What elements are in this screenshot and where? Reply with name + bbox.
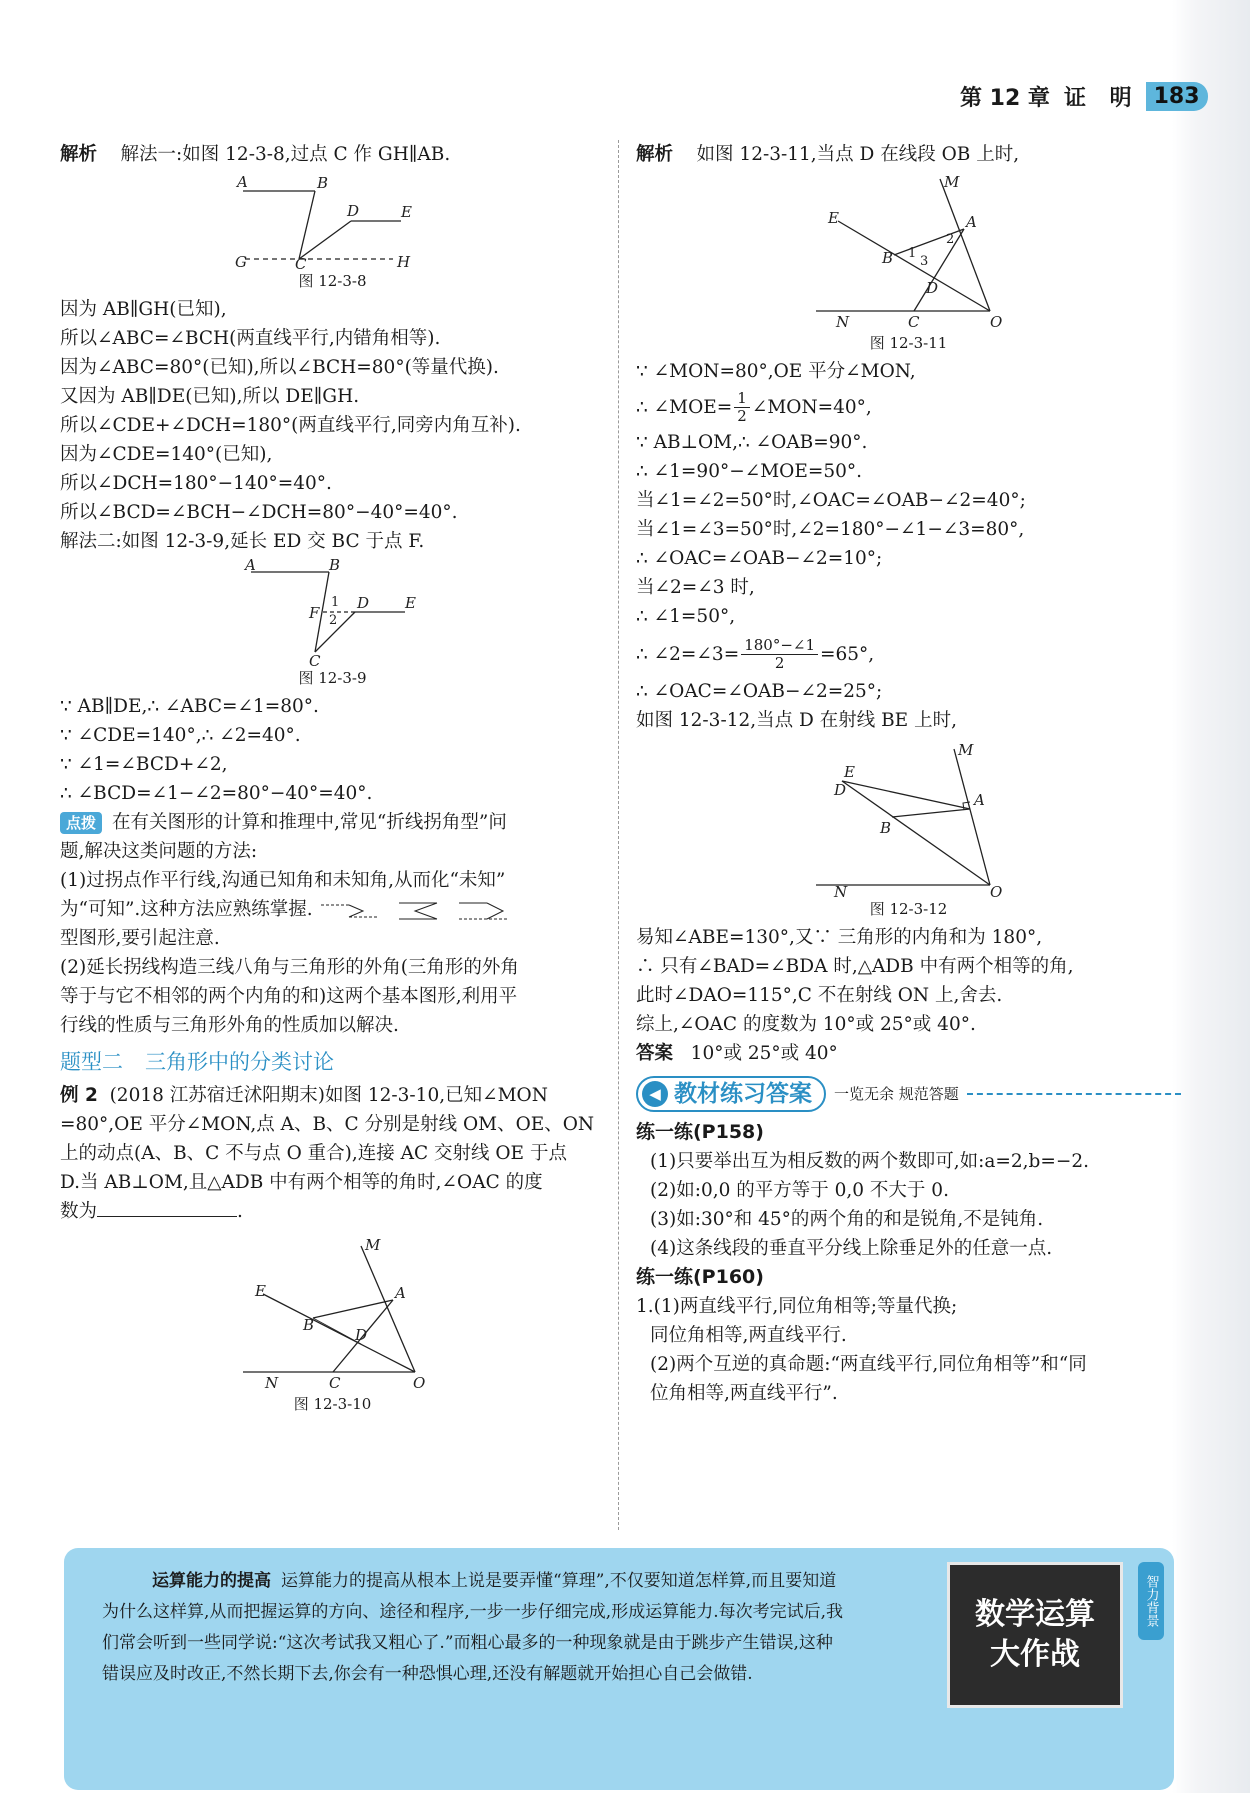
label-M: M	[957, 741, 973, 759]
denominator: 2	[737, 406, 747, 425]
text-line: ∵ ∠CDE=140°,∴ ∠2=40°.	[60, 725, 301, 746]
tip-line	[60, 808, 605, 837]
practice-item: (2)如:0,0 的平方等于 0,0 不大于 0.	[650, 1180, 949, 1201]
text-line: ∴ ∠OAC=∠OAB−∠2=25°;	[636, 681, 883, 702]
practice-item: 位角相等,两直线平行”.	[650, 1383, 838, 1404]
jiexi-label: 解析	[636, 144, 674, 165]
text-line: D.当 AB⊥OM,且△ADB 中有两个相等的角时,∠OAC 的度	[60, 1172, 543, 1193]
text-line: 因为∠CDE=140°(已知),	[60, 444, 273, 465]
text-line: 型图形,要引起注意.	[60, 928, 220, 949]
label-C: C	[907, 313, 919, 331]
label-O: O	[989, 883, 1002, 899]
banner-title: 教材练习答案	[674, 1080, 812, 1107]
label-D: D	[356, 594, 369, 612]
text-line: 所以∠BCD=∠BCH−∠DCH=80°−40°=40°.	[60, 502, 458, 523]
label-D: D	[354, 1326, 367, 1344]
page-header	[960, 76, 1208, 116]
text-line: 所以∠ABC=∠BCH(两直线平行,内错角相等).	[60, 328, 441, 349]
figure-12-3-8	[233, 171, 433, 271]
label-E: E	[404, 594, 416, 612]
footer-line: 错误应及时改正,不然长期下去,你会有一种恐惧心理,还没有解题就开始担心自己会做错.	[102, 1664, 753, 1684]
label-A: A	[236, 173, 248, 191]
angle-2: 2	[328, 613, 337, 628]
text-line: 因为 AB∥GH(已知),	[60, 299, 227, 320]
math-battle-badge	[947, 1562, 1123, 1708]
figure-12-3-11	[804, 171, 1014, 333]
text-part: =65°,	[820, 643, 875, 665]
label-N: N	[264, 1374, 278, 1392]
fraction-line	[636, 631, 1181, 677]
tip-badge: 点拨	[60, 812, 102, 834]
right-column	[636, 140, 1181, 1408]
text-line: 因为∠ABC=80°(已知),所以∠BCH=80°(等量代换).	[60, 357, 499, 378]
label-A: A	[394, 1284, 406, 1302]
footer-title: 运算能力的提高	[152, 1571, 271, 1591]
text-line: ∴ ∠BCD=∠1−∠2=80°−40°=40°.	[60, 783, 373, 804]
text-line: 又因为 AB∥DE(已知),所以 DE∥GH.	[60, 386, 360, 407]
figure-caption: 图 12-3-8	[298, 272, 367, 290]
label-C: C	[294, 255, 306, 271]
page-edge	[1172, 0, 1250, 1793]
label-E: E	[827, 209, 839, 227]
text-line: 解法二:如图 12-3-9,延长 ED 交 BC 于点 F.	[60, 531, 425, 552]
practice-item: 1.(1)两直线平行,同位角相等;等量代换;	[636, 1296, 958, 1317]
text-line: 此时∠DAO=115°,C 不在射线 ON 上,舍去.	[636, 985, 1003, 1006]
fraction	[734, 390, 750, 425]
figure-12-3-9	[233, 558, 433, 668]
text-line: 行线的性质与三角形外角的性质加以解决.	[60, 1015, 399, 1036]
practice-item: 同位角相等,两直线平行.	[650, 1325, 847, 1346]
footer-text-part: 运算能力的提高从根本上说是要弄懂“算理”,不仅要知道怎样算,而且要知道	[281, 1571, 837, 1591]
figure-caption: 图 12-3-11	[869, 334, 948, 352]
answer-blank-line: 数为 .	[60, 1197, 605, 1226]
answer-blank	[97, 1198, 237, 1217]
chapter-label: 第 12 章	[960, 85, 1050, 111]
badge-line-2: 大作战	[990, 1637, 1080, 1672]
angle-1: 1	[907, 246, 916, 261]
tip-shapes-line	[60, 895, 605, 924]
fraction	[741, 637, 818, 672]
text-line: 当∠2=∠3 时,	[636, 577, 755, 598]
footer-line: 们常会听到一些同学说:“这次考试我又粗心了.”而粗心最多的一种现象就是由于跳步产生错误,这种	[102, 1633, 833, 1653]
text-line: (2)延长拐线构造三线八角与三角形的外角(三角形的外角	[60, 957, 519, 978]
badge-line-1: 数学运算	[975, 1597, 1095, 1632]
column-divider	[618, 140, 619, 1530]
text-part: ∴ ∠2=∠3=	[636, 643, 740, 665]
text-line: ∵ AB⊥OM,∴ ∠OAB=90°.	[636, 432, 868, 453]
figure-12-3-12	[804, 737, 1014, 899]
tip-text: 在有关图形的计算和推理中,常见“折线拐角型”问	[112, 812, 507, 833]
left-column	[60, 140, 605, 1418]
text-line: (1)过拐点作平行线,沟通已知角和未知角,从而化“未知”	[60, 870, 506, 891]
text-line: ∴ 只有∠BAD=∠BDA 时,△ADB 中有两个相等的角,	[636, 956, 1074, 977]
answer-label: 答案	[636, 1043, 674, 1064]
jiexi-label: 解析	[60, 144, 98, 165]
text-line: ∵ ∠1=∠BCD+∠2,	[60, 754, 228, 775]
jiexi-text: 解法一:如图 12-3-8,过点 C 作 GH∥AB.	[120, 144, 451, 165]
text-line: 等于与它不相邻的两个内角的和)这两个基本图形,利用平	[60, 986, 518, 1007]
section-name: 三角形中的分类讨论	[145, 1050, 334, 1074]
text-line: 当∠1=∠2=50°时,∠OAC=∠OAB−∠2=40°;	[636, 490, 1026, 511]
angle-2: 2	[945, 232, 954, 247]
practice-title-p160: 练一练(P160)	[636, 1266, 764, 1288]
text-line: 上的动点(A、B、C 不与点 O 重合),连接 AC 交射线 OE 于点	[60, 1143, 567, 1164]
text-line: 综上,∠OAC 的度数为 10°或 25°或 40°.	[636, 1014, 976, 1035]
denominator: 2	[774, 653, 785, 672]
practice-item: (1)只要举出互为相反数的两个数即可,如:a=2,b=−2.	[650, 1151, 1089, 1172]
text-line: ∴ ∠1=50°,	[636, 606, 736, 627]
label-O: O	[989, 313, 1002, 331]
side-tab: 智力背景	[1138, 1562, 1164, 1640]
banner-divider	[967, 1093, 1181, 1095]
text-line: 当∠1=∠3=50°时,∠2=180°−∠1−∠3=80°,	[636, 519, 1025, 540]
numerator: 1	[734, 390, 750, 408]
label-N: N	[835, 313, 849, 331]
label-G: G	[234, 253, 247, 271]
fraction-line	[636, 386, 1181, 428]
practice-item: (4)这条线段的垂直平分线上除垂足外的任意一点.	[650, 1238, 1053, 1259]
label-E: E	[400, 203, 412, 221]
text-line: ∴ ∠1=90°−∠MOE=50°.	[636, 461, 863, 482]
figure-caption: 图 12-3-9	[298, 669, 367, 687]
label-A: A	[973, 791, 985, 809]
footer-line: 为什么这样算,从而把握运算的方向、途径和程序,一步一步仔细完成,形成运算能力.每次考完试后,我	[102, 1602, 844, 1622]
figure-12-3-10	[233, 1234, 433, 1394]
label-B: B	[879, 819, 891, 837]
page-number: 183	[1146, 82, 1208, 111]
label-A: A	[965, 213, 977, 231]
label-D: D	[925, 279, 938, 297]
banner-pill	[636, 1076, 826, 1112]
answer-value: 10°或 25°或 40°	[690, 1043, 838, 1064]
label-D: D	[833, 781, 846, 799]
label-E: E	[843, 763, 855, 781]
answer-line	[636, 1039, 1181, 1068]
footer-box	[64, 1548, 1174, 1790]
figure-caption: 图 12-3-12	[869, 900, 948, 918]
text-line: 易知∠ABE=130°,又∵ 三角形的内角和为 180°,	[636, 927, 1043, 948]
example-text: 数为	[60, 1201, 98, 1222]
angle-3: 3	[919, 254, 928, 269]
example-label: 例 2	[60, 1085, 98, 1106]
text-line: 所以∠DCH=180°−140°=40°.	[60, 473, 332, 494]
textbook-answers-banner	[636, 1076, 1181, 1112]
label-B: B	[881, 249, 893, 267]
label-B: B	[328, 558, 340, 574]
text-line: ∵ ∠MON=80°,OE 平分∠MON,	[636, 361, 916, 382]
megaphone-icon: ◀	[642, 1081, 668, 1107]
practice-item: (3)如:30°和 45°的两个角的和是锐角,不是钝角.	[650, 1209, 1044, 1230]
label-M: M	[943, 173, 959, 191]
label-N: N	[833, 883, 847, 899]
chapter-title: 证 明	[1063, 85, 1140, 111]
example-text: (2018 江苏宿迁沭阳期末)如图 12-3-10,已知∠MON	[109, 1085, 548, 1106]
footer-text	[102, 1566, 982, 1690]
section-title	[60, 1048, 605, 1077]
jiexi-text: 如图 12-3-11,当点 D 在线段 OB 上时,	[696, 144, 1020, 165]
label-B: B	[302, 1316, 314, 1334]
label-C: C	[328, 1374, 340, 1392]
practice-title-p158: 练一练(P158)	[636, 1121, 764, 1143]
label-C: C	[308, 652, 320, 668]
example-line	[60, 1081, 605, 1110]
jiexi-line	[60, 140, 605, 169]
footer-first-line	[102, 1566, 982, 1597]
text-line: 所以∠CDE+∠DCH=180°(两直线平行,同旁内角互补).	[60, 415, 521, 436]
text-line: ∴ ∠OAC=∠OAB−∠2=10°;	[636, 548, 883, 569]
figure-caption: 图 12-3-10	[293, 1395, 372, 1413]
tip-text: 为“可知”.这种方法应熟练掌握.	[60, 899, 313, 920]
fold-shapes-icon	[319, 899, 519, 921]
label-O: O	[412, 1374, 425, 1392]
label-D: D	[346, 202, 359, 220]
banner-subtitle: 一览无余 规范答题	[834, 1084, 959, 1103]
label-H: H	[396, 253, 410, 271]
text-line: 题,解决这类问题的方法:	[60, 841, 258, 862]
text-part: ∠MON=40°,	[751, 396, 872, 418]
text-part: ∴ ∠MOE=	[636, 396, 733, 418]
label-E: E	[254, 1282, 266, 1300]
jiexi-line	[636, 140, 1181, 169]
angle-1: 1	[330, 595, 339, 610]
numerator: 180°−∠1	[741, 637, 818, 655]
practice-item: (2)两个互逆的真命题:“两直线平行,同位角相等”和“同	[650, 1354, 1087, 1375]
label-F: F	[308, 604, 319, 622]
label-A: A	[244, 558, 256, 574]
text-line: 如图 12-3-12,当点 D 在射线 BE 上时,	[636, 710, 957, 731]
label-B: B	[316, 174, 328, 192]
text-line: ∵ AB∥DE,∴ ∠ABC=∠1=80°.	[60, 696, 319, 717]
section-number: 题型二	[60, 1050, 123, 1074]
text-line: =80°,OE 平分∠MON,点 A、B、C 分别是射线 OM、OE、ON	[60, 1114, 595, 1135]
label-M: M	[364, 1236, 380, 1254]
